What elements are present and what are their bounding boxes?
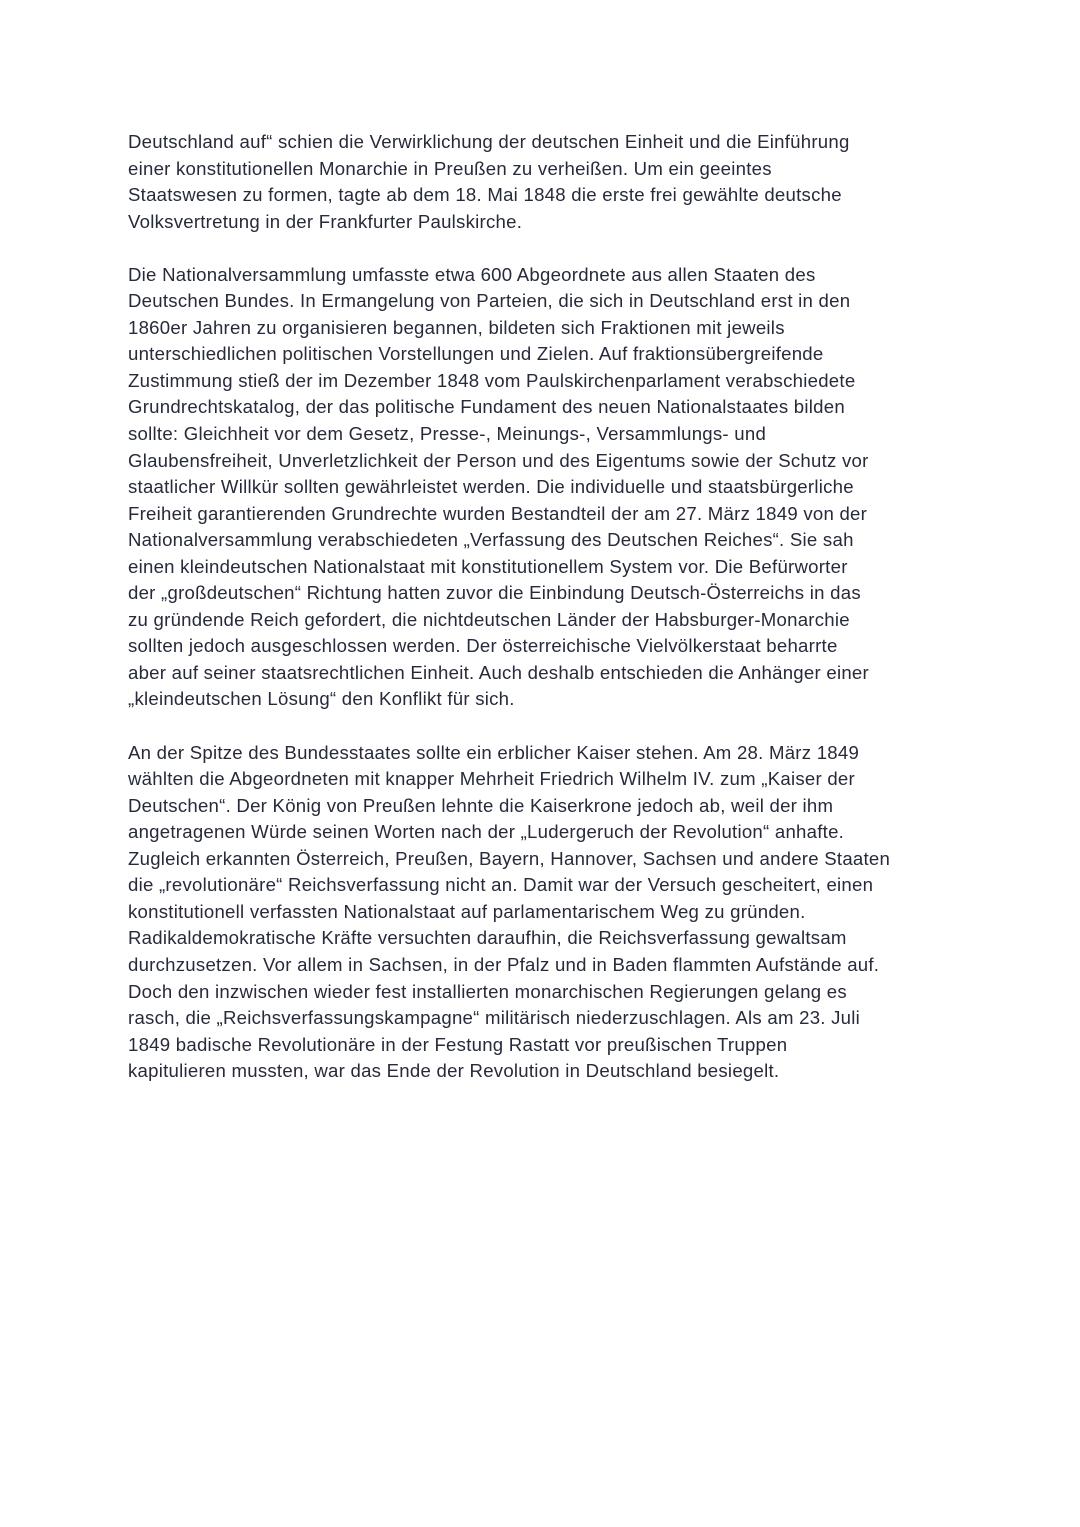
text-line: 1860er Jahren zu organisieren begannen, bildeten sich Fraktionen mit jeweils — [128, 316, 785, 338]
text-line: einen kleindeutschen Nationalstaat mit konstitutionellem System vor. Die Befürworter — [128, 555, 848, 577]
text-line: zu gründende Reich gefordert, die nichtdeutschen Länder der Habsburger-Monarchie — [128, 608, 850, 630]
text-line: unterschiedlichen politischen Vorstellungen und Zielen. Auf fraktionsübergreifende — [128, 343, 824, 365]
text-line: Deutschland auf“ schien die Verwirklichung der deutschen Einheit und die Einführung — [128, 131, 850, 152]
paragraph-3 — [128, 740, 968, 1085]
text-line: sollte: Gleichheit vor dem Gesetz, Presse-, Meinungs-, Versammlungs- und — [128, 423, 767, 445]
text-line: „kleindeutschen Lösung“ den Konflikt für sich. — [128, 688, 515, 710]
body-text — [128, 129, 968, 1085]
text-line: Die Nationalversammlung umfasste etwa 600 Abgeordnete aus allen Staaten des — [128, 263, 816, 285]
text-line: An der Spitze des Bundesstaates sollte ein erblicher Kaiser stehen. Am 28. März 1849 — [128, 741, 860, 763]
text-line: Nationalversammlung verabschiedeten „Verfassung des Deutschen Reiches“. Sie sah — [128, 529, 854, 551]
text-line: der „großdeutschen“ Richtung hatten zuvor die Einbindung Deutsch-Österreichs in das — [128, 582, 861, 604]
text-line: Zugleich erkannten Österreich, Preußen, Bayern, Hannover, Sachsen und andere Staaten — [128, 847, 891, 869]
text-line: Glaubensfreiheit, Unverletzlichkeit der Person und des Eigentums sowie der Schutz vor — [128, 449, 869, 471]
text-line: Grundrechtskatalog, der das politische Fundament des neuen Nationalstaates bilden — [128, 396, 845, 418]
text-line: 1849 badische Revolutionäre in der Festung Rastatt vor preußischen Truppen — [128, 1033, 788, 1055]
text-line: Deutschen Bundes. In Ermangelung von Parteien, die sich in Deutschland erst in den — [128, 290, 851, 312]
text-line: durchzusetzen. Vor allem in Sachsen, in der Pfalz und in Baden flammten Aufstände auf. — [128, 953, 880, 975]
text-line: die „revolutionäre“ Reichsverfassung nicht an. Damit war der Versuch gescheitert, einen — [128, 874, 874, 896]
text-line: Staatswesen zu formen, tagte ab dem 18. Mai 1848 die erste frei gewählte deutsche — [128, 184, 842, 206]
text-line: Deutschen“. Der König von Preußen lehnte die Kaiserkrone jedoch ab, weil der ihm — [128, 794, 834, 816]
text-line: Doch den inzwischen wieder fest installierten monarchischen Regierungen gelang es — [128, 980, 847, 1002]
paragraph-1 — [128, 129, 968, 235]
text-line: rasch, die „Reichsverfassungskampagne“ militärisch niederzuschlagen. Als am 23. Juli — [128, 1007, 861, 1029]
text-line: Freiheit garantierenden Grundrechte wurden Bestandteil der am 27. März 1849 von der — [128, 502, 868, 524]
text-line: aber auf seiner staatsrechtlichen Einheit. Auch deshalb entschieden die Anhänger einer — [128, 661, 869, 683]
paragraph-spacer — [128, 235, 968, 262]
text-line: kapitulieren mussten, war das Ende der Revolution in Deutschland besiegelt. — [128, 1060, 780, 1082]
text-line: angetragenen Würde seinen Worten nach der „Ludergeruch der Revolution“ anhafte. — [128, 821, 845, 843]
text-line: Zustimmung stieß der im Dezember 1848 vom Paulskirchenparlament verabschiedete — [128, 369, 856, 391]
text-line: sollten jedoch ausgeschlossen werden. Der österreichische Vielvölkerstaat beharrte — [128, 635, 838, 657]
paragraph-2 — [128, 262, 968, 713]
text-line: einer konstitutionellen Monarchie in Preußen zu verheißen. Um ein geeintes — [128, 157, 772, 179]
text-line: Volksvertretung in der Frankfurter Paulskirche. — [128, 210, 523, 232]
text-line: wählten die Abgeordneten mit knapper Mehrheit Friedrich Wilhelm IV. zum „Kaiser der — [128, 768, 855, 790]
paragraph-spacer — [128, 713, 968, 740]
text-line: konstitutionell verfassten Nationalstaat auf parlamentarischem Weg zu gründen. — [128, 900, 806, 922]
text-line: Radikaldemokratische Kräfte versuchten daraufhin, die Reichsverfassung gewaltsam — [128, 927, 847, 949]
text-line: staatlicher Willkür sollten gewährleistet werden. Die individuelle und staatsbürgerliche — [128, 476, 854, 498]
